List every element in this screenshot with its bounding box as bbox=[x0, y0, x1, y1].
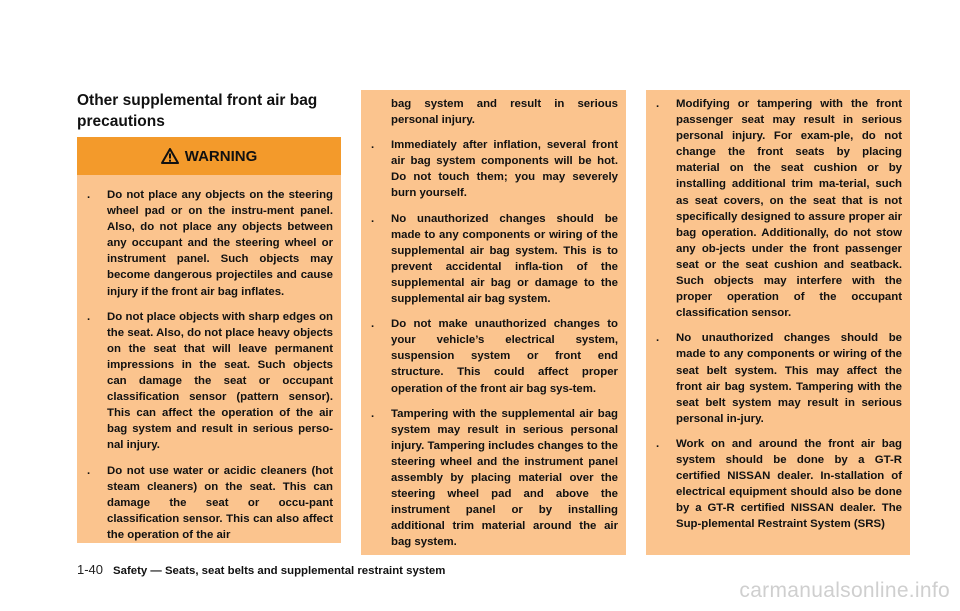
warning-triangle-icon bbox=[161, 148, 179, 164]
list-item-text: Work on and around the front air bag system should be done by a GT-R certified NISSAN dealer. In-stallation of electrical equipment should also be done by a GT-R certified NISSAN dealer. The Sup-plemental Restraint System (SRS) bbox=[676, 437, 902, 531]
list-item-text: Do not use water or acidic cleaners (hot steam cleaners) on the seat. This can damage the seat or occu-pant classification sensor. This can also affect the operation of the air bbox=[107, 464, 333, 541]
warning-header bbox=[77, 137, 341, 175]
list-item bbox=[77, 309, 341, 454]
list-item-text: No unauthorized changes should be made to any components or wiring of the supplemental air bag system. This is to prevent accidental infla-tion of the supplemental air bag or damage to the supplemental air bag system. bbox=[391, 212, 618, 306]
bullet-dot: . bbox=[87, 310, 91, 323]
bullet-dot: . bbox=[87, 189, 91, 201]
bullet-list bbox=[646, 90, 910, 532]
list-item bbox=[361, 316, 626, 396]
warning-panel-col3 bbox=[646, 90, 910, 555]
bullet-dot: . bbox=[656, 98, 660, 110]
warning-panel-col2 bbox=[361, 90, 626, 555]
list-item-text: Immediately after inflation, several front air bag system components will be hot. Do not touch them; you may severely burn yourself. bbox=[391, 139, 618, 200]
watermark: carmanualsonline.info bbox=[739, 579, 950, 602]
continuation-text: bag system and result in serious personal injury. bbox=[391, 98, 618, 127]
bullet-list bbox=[77, 175, 341, 543]
bullet-dot: . bbox=[87, 464, 91, 477]
list-item-text: Do not place any objects on the steering wheel pad or on the instru-ment panel. Also, do not place any objects between any occupant and the steering wheel or instrument panel. Such objects may become dangerous projectiles and cause injury if the front air bag inflates. bbox=[107, 189, 333, 298]
list-item bbox=[361, 137, 626, 201]
list-item bbox=[646, 96, 910, 321]
list-item bbox=[77, 463, 341, 543]
warning-label: WARNING bbox=[184, 147, 258, 165]
warning-panel-col1 bbox=[77, 137, 341, 543]
bullet-dot: . bbox=[371, 139, 375, 152]
bullet-dot: . bbox=[656, 332, 660, 345]
footer-section-title: Safety — Seats, seat belts and supplemental restraint system bbox=[113, 565, 446, 577]
list-item bbox=[361, 406, 626, 551]
list-item bbox=[361, 211, 626, 308]
section-heading: Other supplemental front air bag precautions bbox=[77, 92, 318, 130]
bullet-dot: . bbox=[371, 407, 375, 420]
bullet-dot: . bbox=[371, 212, 375, 225]
list-item-text: No unauthorized changes should be made to any components or wiring of the seat belt system. This may affect the front air bag system. Tampering with the seat belt system may result in serious personal in-jury. bbox=[676, 332, 902, 425]
bullet-dot: . bbox=[656, 437, 660, 450]
page-number: 1-40 bbox=[77, 562, 104, 577]
list-item-text: Do not make unauthorized changes to your vehicle’s electrical system, suspension system or front end structure. This could affect proper operation of the front air bag sys-tem. bbox=[391, 318, 618, 395]
list-item bbox=[77, 187, 341, 300]
list-item-text: Do not place objects with sharp edges on the seat. Also, do not place heavy objects on the seat that will leave permanent impressions in the seat. Such objects can damage the seat or occupant classification sensor (pattern sensor). This can affect the operation of the air bag system and result in serious perso-nal injury. bbox=[107, 310, 333, 452]
list-item bbox=[646, 436, 910, 533]
list-item bbox=[646, 330, 910, 427]
list-item-text: Modifying or tampering with the front passenger seat may result in serious personal injury. For exam-ple, do not change the front seats by placing material on the seat cushion or by installing additional trim ma-terial, such as seat covers, on the seat that is not specifically designed to assure proper air bag operation. Additionally, do not stow any ob-jects under the front passenger seat or the seat cushion and seatback. Such objects may interfere with the proper operation of the occupant classification sensor. bbox=[676, 98, 902, 320]
bullet-dot: . bbox=[371, 318, 375, 331]
page-footer bbox=[77, 562, 445, 577]
list-item-text: Tampering with the supplemental air bag system may result in serious personal injury. Tampering includes changes to the steering wheel and the instrument panel assembly by placing material over the steering wheel pad and above the instrument panel or by installing additional trim material around the air bag system. bbox=[391, 407, 618, 549]
bullet-list bbox=[361, 128, 626, 550]
